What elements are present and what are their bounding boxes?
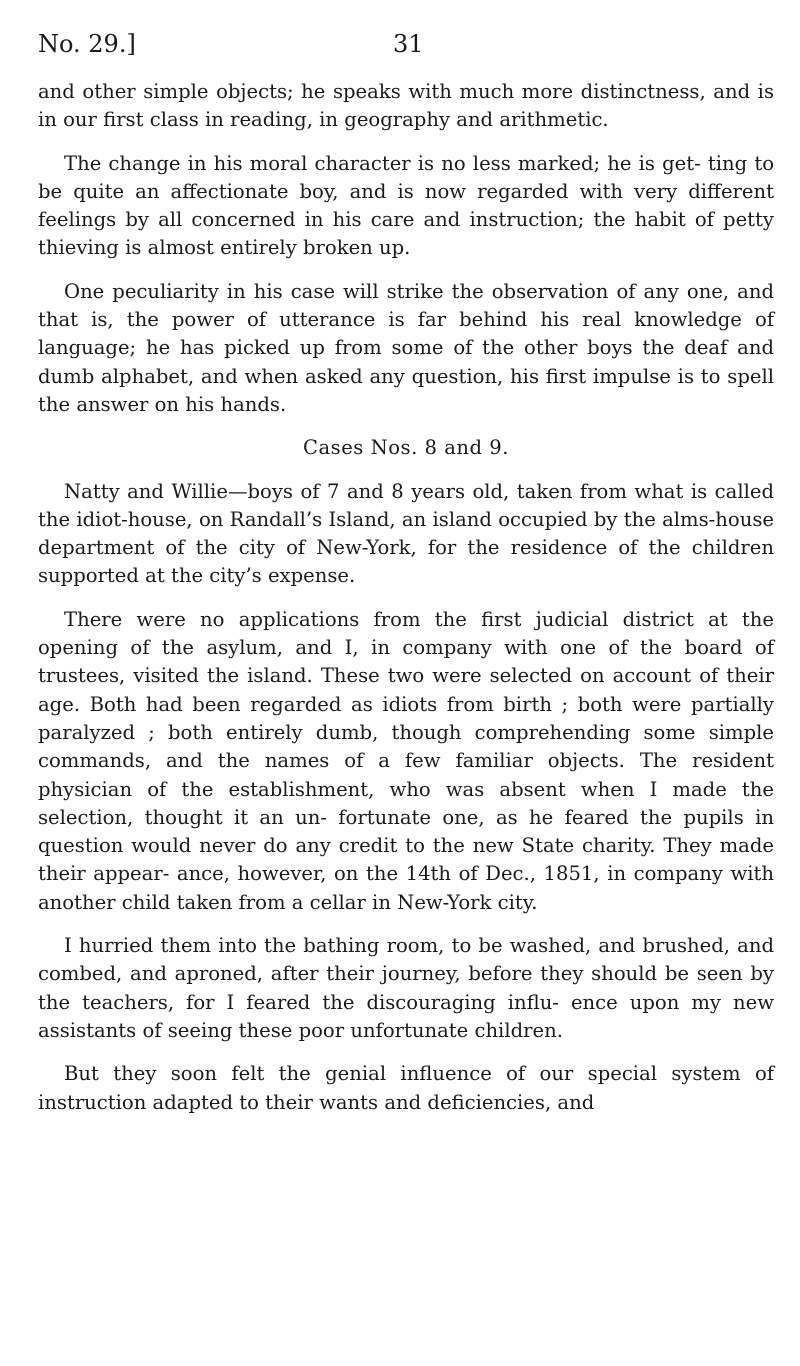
paragraph-bathing-room: I hurried them into the bathing room, to be washed, and brushed, and combed, and aproned, after their journey, before they should be seen by the teachers, for I feared the discouraging influ- ence upon my new assistants of seeing these poor unfortunate children.	[38, 934, 774, 1042]
running-header	[38, 28, 771, 60]
paragraph-applications: There were no applications from the first judicial district at the opening of the asylum, and I, in company with one of the board of trustees, visited the island. These two were selected on account of their age. Both had been regarded as idiots from birth ; both were partially paralyzed ; both entirely dumb, though comprehending some simple commands, and the names of a few familiar objects. The resident physician of the establishment, who was absent when I made the selection, thought it an un- fortunate one, as he feared the pupils in question would never do any credit to the new State charity. They made their appear- ance, however, on the 14th of Dec., 1851, in company with another child taken from a cellar in New-York city.	[38, 607, 774, 914]
document-number: No. 29.]	[38, 30, 136, 58]
paragraph-peculiarity: One peculiarity in his case will strike the observation of any one, and that is, the power of utterance is far behind his real knowledge of language; he has picked up from some of the other boys the deaf and dumb alphabet, and when asked any question, his first impulse is to spell the answer on his hands.	[38, 279, 774, 416]
page-number: 31	[393, 30, 424, 58]
paragraph-continued: and other simple objects; he speaks with much more distinctness, and is in our first class in reading, in geography and arithmetic.	[38, 80, 774, 132]
body-text	[38, 78, 774, 1132]
paragraph-moral-character: The change in his moral character is no less marked; he is get- ting to be quite an affectionate boy, and is now regarded with very different feelings by all concerned in his care and instruction; the habit of petty thieving is almost entirely broken up.	[38, 151, 774, 260]
section-heading: Cases Nos. 8 and 9.	[302, 436, 510, 460]
paragraph-genial-influence: But they soon felt the genial influence of our special system of instruction adapted to their wants and deficiencies, and	[38, 1062, 774, 1114]
paragraph-natty-willie: Natty and Willie—boys of 7 and 8 years old, taken from what is called the idiot-house, on Randall’s Island, an island occupied by the alms-house department of the city of New-York, for the residence of the children supported at the city’s expense.	[38, 479, 774, 588]
